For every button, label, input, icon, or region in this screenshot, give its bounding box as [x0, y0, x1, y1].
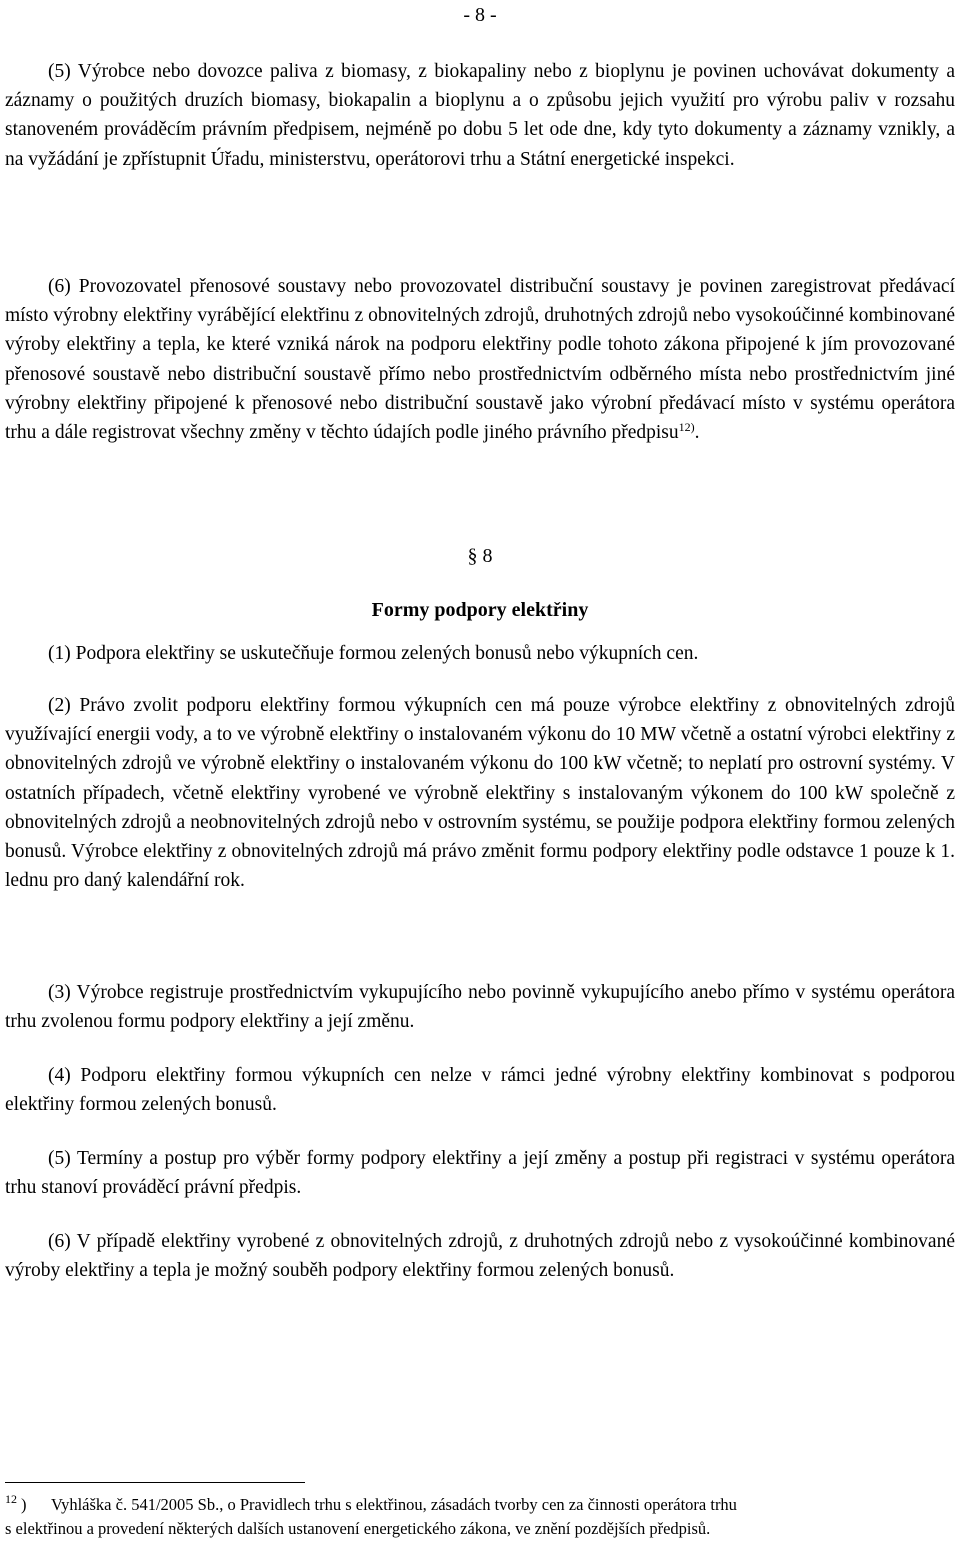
footnote-line-1: Vyhláška č. 541/2005 Sb., o Pravidlech trhu s elektřinou, zásadách tvorby cen za činnosti operátora trhu — [51, 1495, 737, 1514]
footnote-paren: ) — [21, 1495, 27, 1514]
footnote-reference[interactable]: 12) — [678, 420, 695, 435]
paragraph-6-text: (6) Provozovatel přenosové soustavy nebo provozovatel distribuční soustavy je povinen zaregistrovat předávací místo výrobny elektřiny vyrábějící elektřinu z obnovitelných zdrojů, druhotných zdrojů nebo vysokoúčinné kombinované výroby elektřiny a tepla, ke které vzniká nárok na podporu elektřiny podle tohoto zákona připojené k jím provozované přenosové soustavě nebo distribuční soustavě přímo nebo prostřednictvím odběrného místa nebo prostřednictvím jiné výrobny elektřiny připojené k přenosové nebo distribuční soustavě jako výrobní předávací místo v systému operátora trhu a dále registrovat všechny změny v těchto údajích podle jiného právního předpisu — [5, 276, 955, 444]
section-8-paragraph-5: (5) Termíny a postup pro výběr formy podpory elektřiny a její změny a postup při registraci v systému operátora trhu stanoví prováděcí právní předpis. — [5, 1148, 955, 1199]
footnote-separator — [5, 1482, 305, 1483]
footnote-mark: 12 — [5, 1492, 17, 1506]
section-title: Formy podpory elektřiny — [371, 599, 589, 621]
paragraph-6-tail: . — [694, 422, 700, 444]
section-8-paragraph-6: (6) V případě elektřiny vyrobené z obnovitelných zdrojů, z druhotných zdrojů nebo z vysokoúčinné kombinované výroby elektřiny a tepla je možný souběh podpory elektřiny formou zelených bonusů. — [5, 1231, 955, 1282]
section-8-paragraph-1: (1) Podpora elektřiny se uskutečňuje formou zelených bonusů nebo výkupních cen. — [48, 643, 699, 664]
paragraph-5-fuel-records: (5) Výrobce nebo dovozce paliva z biomasy, z biokapaliny nebo z bioplynu je povinen uchovávat dokumenty a záznamy o použitých druzích biomasy, biokapalin a bioplynu a o způsobu jejich využití pro výrobu paliv v rozsahu stanoveném prováděcím právním předpisem, nejméně po dobu 5 let ode dne, kdy tyto dokumenty a záznamy vznikly, a na vyžádání je zpřístupnit Úřadu, ministerstvu, operátorovi trhu a Státní energetické inspekci. — [5, 61, 955, 170]
footnote-line-2: s elektřinou a provedení některých dalších ustanovení energetického zákona, ve znění pozdějších předpisů. — [5, 1519, 711, 1538]
section-8-paragraph-4: (4) Podporu elektřiny formou výkupních cen nelze v rámci jedné výrobny elektřiny kombinovat s podporou elektřiny formou zelených bonusů. — [5, 1065, 955, 1116]
paragraph-6-registration — [5, 272, 955, 447]
page-number: - 8 - — [463, 4, 497, 26]
section-8-paragraph-2: (2) Právo zvolit podporu elektřiny formou výkupních cen má pouze výrobce elektřiny z obnovitelných zdrojů využívající energii vody, a to ve výrobně elektřiny o instalovaném výkonu do 10 MW včetně a ostatní výrobci elektřiny z obnovitelných zdrojů ve výrobně elektřiny o instalovaném výkonu do 100 kW včetně; to neplatí pro ostrovní systémy. V ostatních případech, včetně elektřiny vyrobené ve výrobně elektřiny s instalovaným výkonem do 100 kW společně z obnovitelných zdrojů a neobnovitelných zdrojů nebo v ostrovním systému, se použije podpora elektřiny formou zelených bonusů. Výrobce elektřiny z obnovitelných zdrojů má právo změnit formu podpory elektřiny podle odstavce 1 pouze k 1. lednu pro daný kalendářní rok. — [5, 695, 955, 892]
section-8-paragraph-3: (3) Výrobce registruje prostřednictvím vykupujícího nebo povinně vykupujícího anebo přímo v systému operátora trhu zvolenou formu podpory elektřiny a její změnu. — [5, 982, 955, 1033]
section-number: § 8 — [467, 545, 493, 567]
footnote-body — [5, 1493, 955, 1538]
